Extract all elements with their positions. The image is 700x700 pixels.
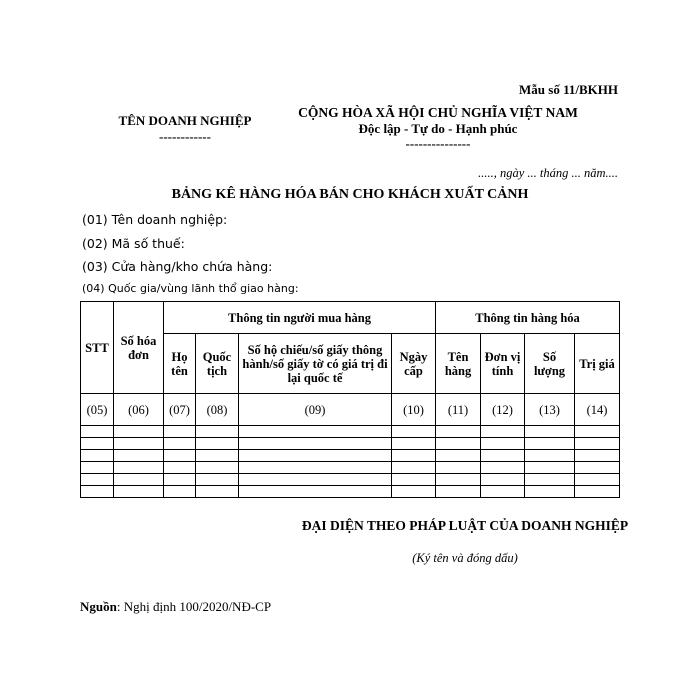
column-number: (14) (575, 394, 620, 426)
column-number: (07) (164, 394, 196, 426)
header-invoice-number: Số hóa đơn (114, 302, 164, 394)
table-row (81, 462, 620, 474)
column-number: (08) (196, 394, 239, 426)
motto-underline: --------------- (405, 136, 471, 151)
column-number: (12) (481, 394, 525, 426)
column-number-row (81, 394, 620, 426)
date-line: ....., ngày ... tháng ... năm.... (478, 166, 618, 180)
header-stt: STT (81, 302, 114, 394)
legal-representative-heading: ĐẠI DIỆN THEO PHÁP LUẬT CỦA DOANH NGHIỆP (301, 518, 629, 533)
column-number: (11) (436, 394, 481, 426)
column-number: (09) (239, 394, 392, 426)
table-row (81, 486, 620, 498)
source-text: : Nghị định 100/2020/NĐ-CP (116, 599, 272, 614)
table-row (81, 438, 620, 450)
form-code: Mẫu số 11/BKHH (519, 82, 618, 97)
field-delivery-country: (04) Quốc gia/vùng lãnh thổ giao hàng: (82, 282, 299, 295)
field-tax-code: (02) Mã số thuế: (82, 236, 185, 251)
nation-heading: CỘNG HÒA XÃ HỘI CHỦ NGHĨA VIỆT NAM (298, 105, 578, 120)
company-underline: ------------ (159, 129, 211, 144)
column-number: (05) (81, 394, 114, 426)
header-quantity: Số lượng (525, 334, 575, 394)
source-label: Nguồn (80, 599, 117, 614)
header-value: Trị giá (575, 334, 620, 394)
field-store-warehouse: (03) Cửa hàng/kho chứa hàng: (82, 259, 273, 274)
table-row (81, 426, 620, 438)
header-passport-number: Số hộ chiếu/số giấy thông hành/số giấy tờ có giá trị đi lại quốc tế (239, 334, 392, 394)
source-note (80, 599, 271, 615)
column-number: (13) (525, 394, 575, 426)
header-goods-info: Thông tin hàng hóa (436, 302, 620, 334)
header-goods-name: Tên hàng (436, 334, 481, 394)
document-title: BẢNG KÊ HÀNG HÓA BÁN CHO KHÁCH XUẤT CẢNH (171, 187, 529, 202)
field-company-name: (01) Tên doanh nghiệp: (82, 212, 228, 227)
header-issue-date: Ngày cấp (392, 334, 436, 394)
header-unit: Đơn vị tính (481, 334, 525, 394)
table-row (81, 474, 620, 486)
signature-note: (Ký tên và đóng dấu) (412, 551, 518, 565)
column-number: (10) (392, 394, 436, 426)
goods-table (80, 301, 620, 498)
motto: Độc lập - Tự do - Hạnh phúc (358, 121, 518, 136)
table-row (81, 450, 620, 462)
column-number: (06) (114, 394, 164, 426)
header-buyer-info: Thông tin người mua hàng (164, 302, 436, 334)
header-full-name: Họ tên (164, 334, 196, 394)
header-nationality: Quốc tịch (196, 334, 239, 394)
company-name-heading: TÊN DOANH NGHIỆP (118, 113, 252, 128)
